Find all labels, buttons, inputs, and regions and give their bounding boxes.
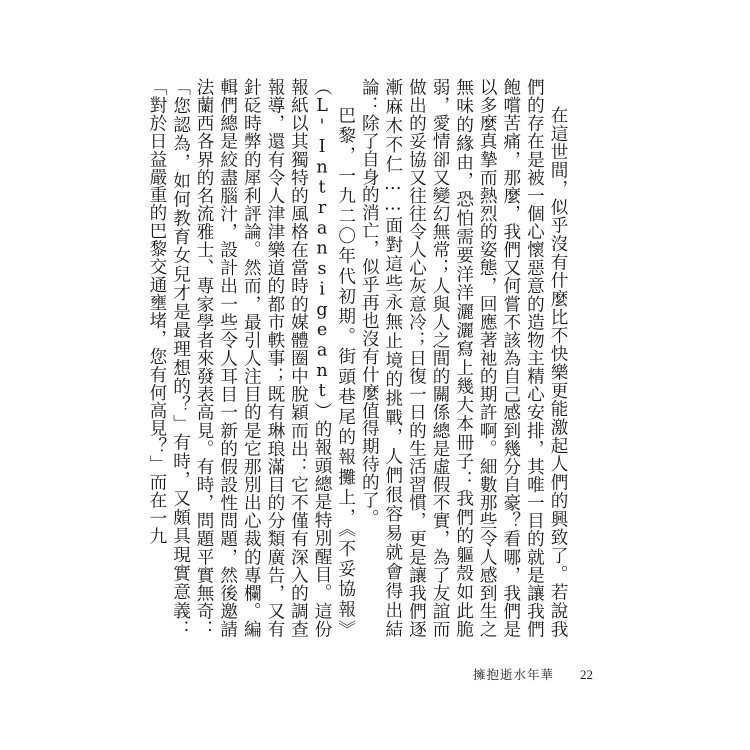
page-number: 22 [580, 667, 593, 682]
paragraph-2: 巴黎，一九二〇年代初期。街頭巷尾的報攤上，《不妥協報》（L'Intransigeant）的報頭總是特別醒目。這份報紙以其獨特的風格在當時的媒體圈中脫穎而出：它不僅有深入的調查報導，還有令人津津樂道的都市軼事；既有琳琅滿目的分類廣告，又有針砭時弊的犀利評論。然而，最引人注目的是它那別出心裁的專欄。編輯們總是絞盡腦汁，設計出一些令人耳目一新的假設性問題，然後邀請法蘭西各界的名流雅士、專家學者來發表高見。有時，問題平實無奇：「您認為，如何教育女兒才是最理想的？」有時，又頗具現實意義：「對於日益嚴重的巴黎交通壅堵，您有何高見？」而在一九 [146, 78, 356, 638]
page-footer [473, 665, 593, 683]
vertical-text-body [146, 78, 574, 638]
paragraph-1: 在這世間，似乎沒有什麼比不快樂更能激起人們的興致了。若說我們的存在是被一個心懷惡意的造物主精心安排，其唯一目的就是讓我們飽嚐苦痛，那麼，我們又何嘗不該為自己感到幾分自豪？看哪，我們是以多麼真摯而熱烈的姿態，回應著祂的期許啊。細數那些令人感到生之無味的緣由，恐怕需要洋洋灑灑寫上幾大本冊子：我們的軀殼如此脆弱，愛情卻又變幻無常；人與人之間的關係總是虛假不實，為了友誼而做出的妥協又往往令人心灰意冷；日復一日的生活習慣，更是讓我們逐漸麻木不仁……面對這些永無止境的挑戰，人們很容易就會得出結論：除了自身的消亡，似乎再也沒有什麼值得期待的了。 [359, 78, 568, 638]
running-title: 擁抱逝水年華 [473, 667, 555, 682]
